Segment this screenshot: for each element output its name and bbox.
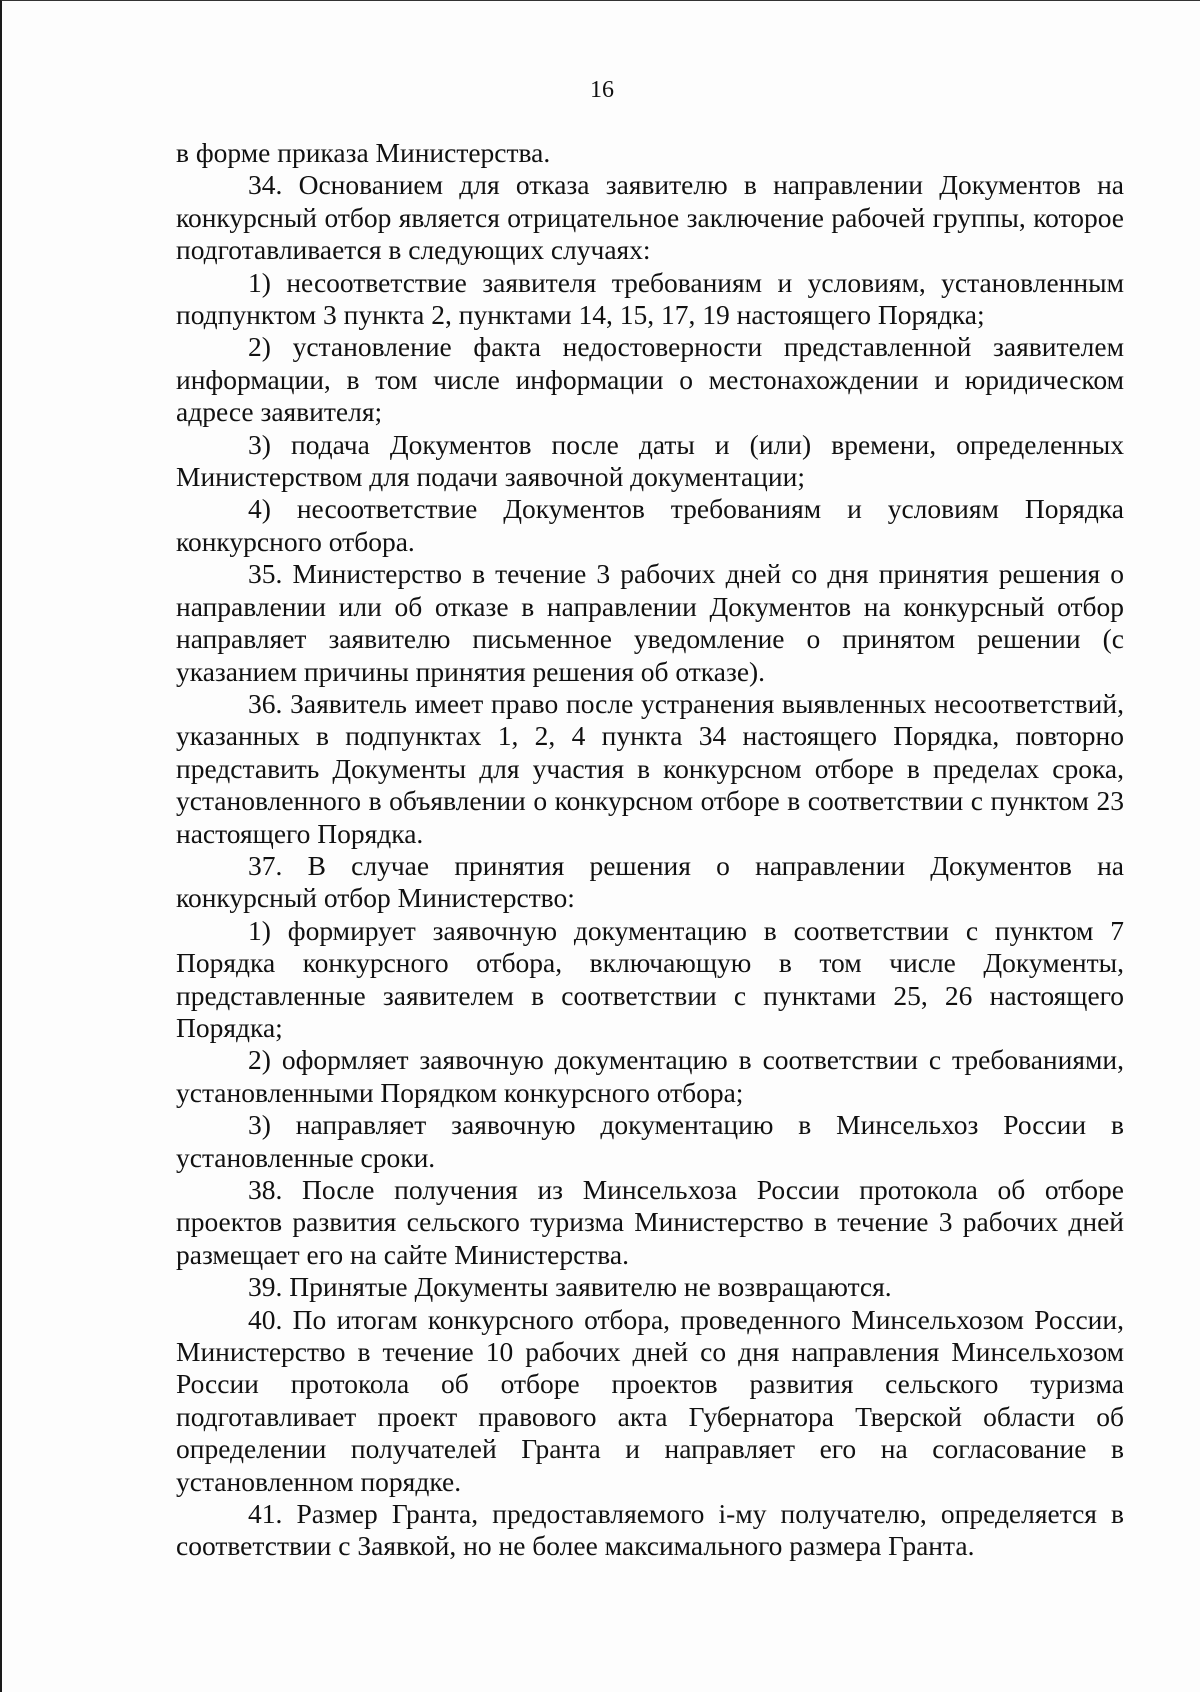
- page-number: 16: [590, 77, 614, 103]
- paragraph-item-37: 37. В случае принятия решения о направлении Документов на конкурсный отбор Министерство:: [176, 849, 1124, 914]
- paragraph-item-34: 34. Основанием для отказа заявителю в направлении Документов на конкурсный отбор является отрицательное заключение рабочей группы, которое подготавливается в следующих случаях:: [176, 169, 1124, 266]
- paragraph-item-40: 40. По итогам конкурсного отбора, проведенного Минсельхозом России, Министерство в течение 10 рабочих дней со дня направления Минсельхозом России протокола об отборе проектов развития сельского туризма подготавливает проект правового акта Губернатора Тверской области об определении получателей Гранта и направляет его на согласование в установленном порядке.: [176, 1303, 1124, 1497]
- paragraph-item-34-1: 1) несоответствие заявителя требованиям и условиям, установленным подпунктом 3 пункта 2, пунктами 14, 15, 17, 19 настоящего Порядка;: [176, 266, 1124, 331]
- paragraph-item-34-4: 4) несоответствие Документов требованиям и условиям Порядка конкурсного отбора.: [176, 493, 1124, 557]
- document-body: [176, 137, 1124, 1563]
- paragraph-item-34-3: 3) подача Документов после даты и (или) времени, определенных Министерством для подачи заявочной документации;: [176, 428, 1124, 493]
- paragraph-item-36: 36. Заявитель имеет право после устранения выявленных несоответствий, указанных в подпунктах 1, 2, 4 пункта 34 настоящего Порядка, повторно представить Документы для участия в конкурсном отборе в пределах срока, установленного в объявлении о конкурсном отборе в соответствии с пунктом 23 настоящего Порядка.: [176, 687, 1124, 849]
- paragraph-item-34-2: 2) установление факта недостоверности представленной заявителем информации, в том числе информации о местонахождении и юридическом адресе заявителя;: [176, 331, 1124, 428]
- paragraph-item-41: 41. Размер Гранта, предоставляемого i-му получателю, определяется в соответствии с Заявкой, но не более максимального размера Гранта.: [176, 1498, 1124, 1562]
- paragraph-continuation: в форме приказа Министерства.: [176, 137, 551, 168]
- paragraph-item-39: 39. Принятые Документы заявителю не возвращаются.: [248, 1271, 892, 1303]
- paragraph-item-37-2: 2) оформляет заявочную документацию в соответствии с требованиями, установленными Порядком конкурсного отбора;: [176, 1044, 1124, 1108]
- paragraph-item-38: 38. После получения из Минсельхоза России протокола об отборе проектов развития сельского туризма Министерство в течение 3 рабочих дней размещает его на сайте Министерства.: [176, 1174, 1124, 1270]
- paragraph-item-37-1: 1) формирует заявочную документацию в соответствии с пунктом 7 Порядка конкурсного отбора, включающую в том числе Документы, представленные заявителем в соответствии с пунктами 25, 26 настоящего Порядка;: [176, 914, 1124, 1043]
- paragraph-item-35: 35. Министерство в течение 3 рабочих дней со дня принятия решения о направлении или об отказе в направлении Документов на конкурсный отбор направляет заявителю письменное уведомление о принятом решении (с указанием причины принятия решения об отказе).: [176, 558, 1124, 687]
- paragraph-item-37-3: 3) направляет заявочную документацию в Минсельхоз России в установленные сроки.: [176, 1109, 1124, 1173]
